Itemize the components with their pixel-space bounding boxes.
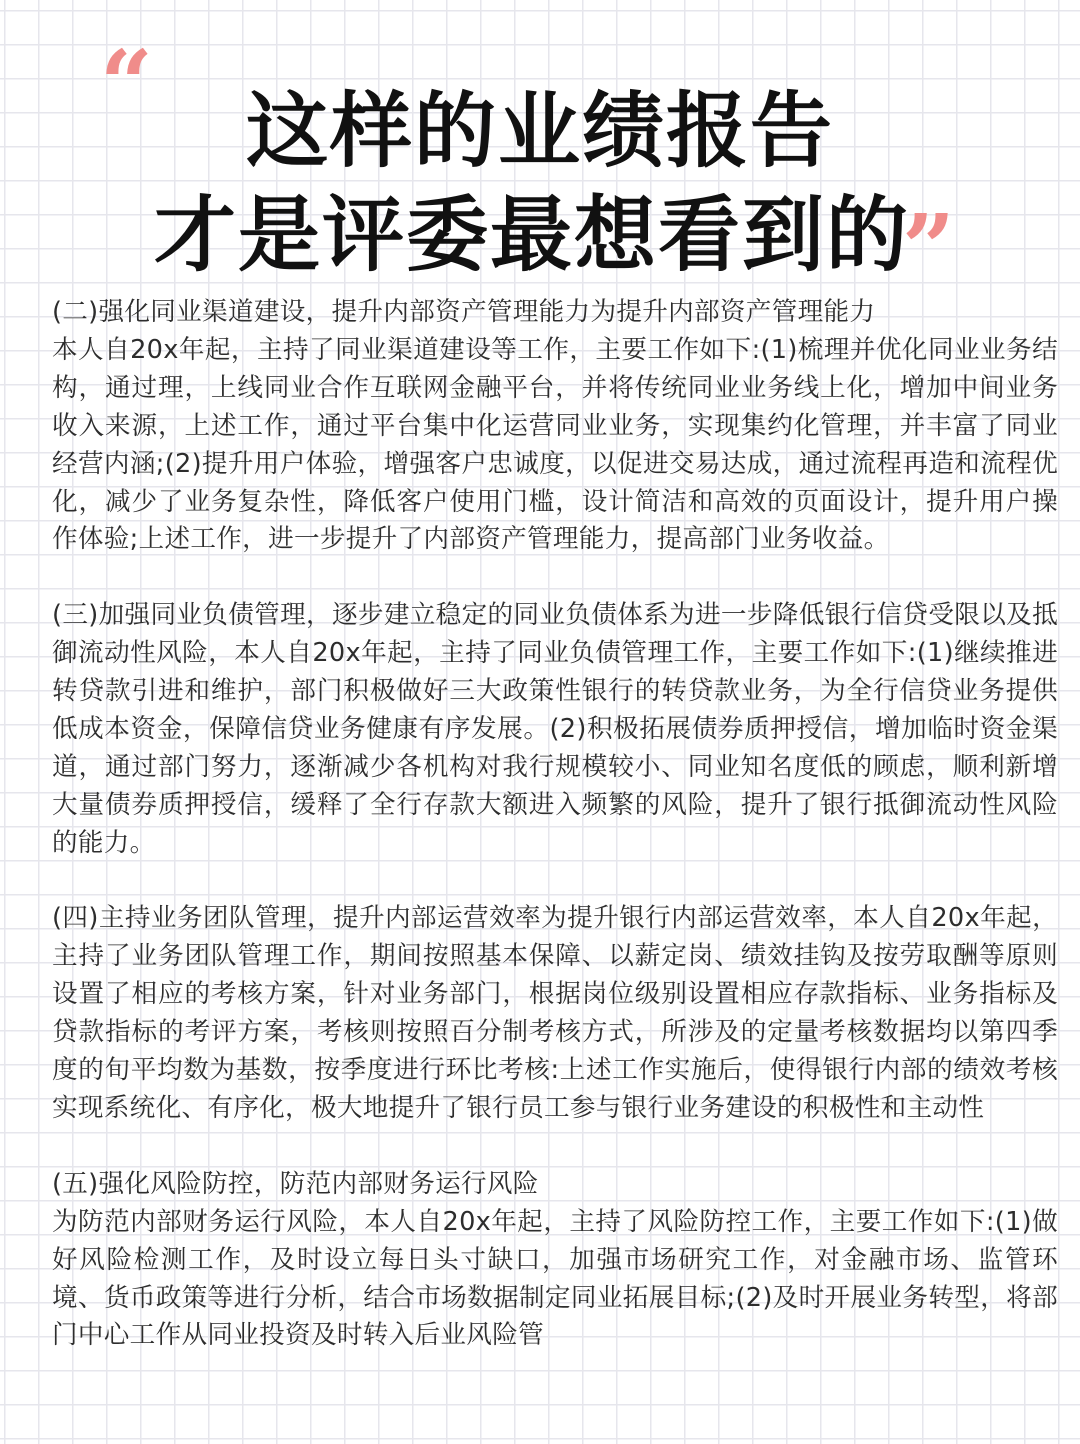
section-body: (三)加强同业负债管理，逐步建立稳定的同业负债体系为进一步降低银行信贷受限以及抵御流动性风险，本人自20x年起，主持了同业负债管理工作，主要工作如下:(1)继续推进转贷款引进和维护，部门积极做好三大政策性银行的转贷款业务，为全行信贷业务提供低成本资金，保障信贷业务健康有序发展。(2)积极拓展债券质押授信，增加临时资金渠道，通过部门努力，逐渐减少各机构对我行规模较小、同业知名度低的顾虑，顺利新增大量债券质押授信，缓释了全行存款大额进入频繁的风险，提升了银行抵御流动性风险的能力。 <box>52 600 1058 858</box>
section-5 <box>52 1166 1058 1356</box>
page-title-line-1: 这样的业绩报告 <box>245 84 834 179</box>
open-quote-mark: “ <box>100 30 153 138</box>
page-title-line-2: 才是评委最想看到的 <box>153 188 910 283</box>
section-4 <box>52 900 1058 1127</box>
section-heading: (五)强化风险防控，防范内部财务运行风险 <box>52 1168 539 1199</box>
report-body <box>52 294 1058 1355</box>
section-body: 为防范内部财务运行风险，本人自20x年起，主持了风险防控工作，主要工作如下:(1)做好风险检测工作，及时设立每日头寸缺口，加强市场研究工作，对金融市场、监管环境、货币政策等进行分析，结合市场数据制定同业拓展目标;(2)及时开展业务转型，将部门中心工作从同业投资及时转入后业风险管 <box>52 1206 1058 1351</box>
section-body: 本人自20x年起，主持了同业渠道建设等工作，主要工作如下:(1)梳理并优化同业业务结构，通过理，上线同业合作互联网金融平台，并将传统同业业务线上化，增加中间业务收入来源，上述工作，通过平台集中化运营同业业务，实现集约化管理，并丰富了同业经营内涵;(2)提升用户体验，增强客户忠诚度，以促进交易达成，通过流程再造和流程优化，减少了业务复杂性，降低客户使用门槛，设计简洁和高效的页面设计，提升用户操作体验;上述工作，进一步提升了内部资产管理能力，提高部门业务收益。 <box>52 334 1058 555</box>
section-3 <box>52 597 1058 862</box>
section-2 <box>52 294 1058 559</box>
close-quote-mark: ” <box>902 194 955 302</box>
section-heading: (二)强化同业渠道建设，提升内部资产管理能力为提升内部资产管理能力 <box>52 297 876 327</box>
section-body: (四)主持业务团队管理，提升内部运营效率为提升银行内部运营效率，本人自20x年起，主持了业务团队管理工作，期间按照基本保障、以薪定岗、绩效挂钩及按劳取酬等原则设置了相应的考核方案，针对业务部门，根据岗位级别设置相应存款指标、业务指标及贷款指标的考评方案，考核则按照百分制考核方式，所涉及的定量考核数据均以第四季度的旬平均数为基数，按季度进行环比考核:上述工作实施后，使得银行内部的绩效考核实现系统化、有序化，极大地提升了银行员工参与银行业务建设的积极性和主动性 <box>52 903 1058 1123</box>
